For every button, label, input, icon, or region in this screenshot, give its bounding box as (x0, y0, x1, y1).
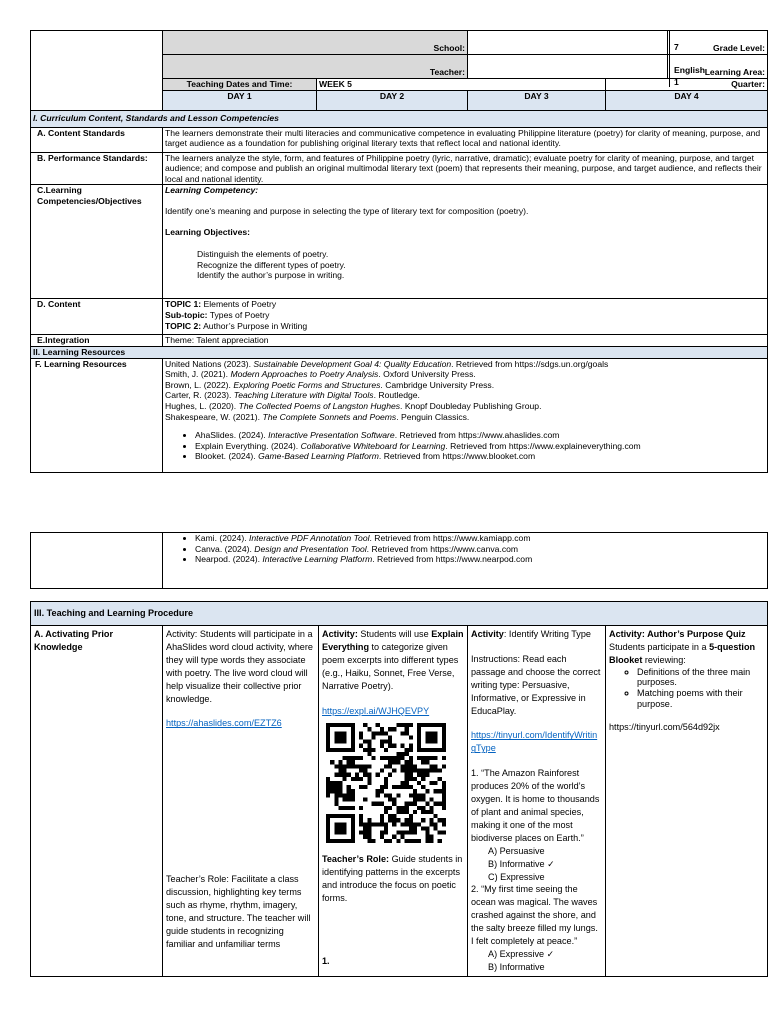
q1-option: B) Informative ✓ (488, 858, 555, 869)
question-1: 1. “The Amazon Rainforest produces 20% of the world’s oxygen. It is home to thousands of plant and animal species, making it one of the most biodiverse places on Earth.” (471, 768, 600, 843)
quarter-value: 1 (674, 77, 679, 87)
day4-title: Activity: Author’s Purpose Quiz (609, 629, 746, 639)
day1-activity: Activity: Students will participate in a AhaSlides word cloud activity, where they will type words they associate with poetry. The live word cloud will help visualize their collective prior knowledge. (166, 629, 313, 704)
day3-cell: Activity: Identify Writing Type Instructions: Read each passage and choose the correct writing type: Persuasive, Informative, or Expressive in EducaPlay. https://tinyurl.com/IdentifyWritingType 1. “The Amazon Rainforest produces 20% of the world’s oxygen. It is home to thousands of plant and animal species, making it one of the most biodiverse places on Earth.” A) Persuasive B) Informative ✓ C) Expressive 2. “My first time seeing the ocean was magical. The waves crashed against the shore, and the salty breeze filled my lungs. I felt completely at peace.” A) Expressive ✓ B) Informative (468, 626, 606, 977)
procedure-table (30, 601, 768, 977)
school-label: School: (163, 31, 468, 55)
day3-header: DAY 3 (468, 90, 606, 110)
resource-bullets (165, 430, 765, 462)
reference-entry: Shakespeare, W. (2021). The Complete Sonnets and Poems. Penguin Classics. (165, 411, 470, 422)
section2-title: II. Learning Resources (31, 346, 768, 358)
educaplay-link[interactable]: https://tinyurl.com/IdentifyWritingType (471, 730, 598, 754)
continuation-blank-cell (31, 533, 163, 589)
resource-bullet: • Explain Everything. (2024). Collaborative Whiteboard for Learning. Retrieved from https://www.explaineverything.com (195, 441, 765, 452)
integration-text: Theme: Talent appreciation (163, 335, 768, 347)
resource-bullet: • Nearpod. (2024). Interactive Learning Platform. Retrieved from https://www.nearpod.com (195, 554, 765, 565)
resource-bullet: • Canva. (2024). Design and Presentation Tool. Retrieved from https://www.canva.com (195, 544, 765, 555)
question-2: 2. “My first time seeing the ocean was magical. The waves crashed against the shore, and the salty breeze filled my lungs. I felt completely at peace.” (471, 884, 598, 947)
content-cell: TOPIC 1: Elements of Poetry Sub-topic: Types of Poetry TOPIC 2: Author’s Purpose in Writing (163, 299, 768, 335)
quarter-label: Quarter: (606, 79, 768, 91)
competencies-cell (163, 185, 768, 299)
day1-teacher-role: Teacher’s Role: Facilitate a class discussion, highlighting key terms such as rhyme, rhythm, imagery, tone, and structure. The teacher will guide students in recognizing familiar and unfamiliar terms (166, 874, 311, 949)
content-standards-label: A. Content Standards (31, 127, 163, 152)
value-divider (669, 30, 670, 87)
lesson-plan-table (30, 30, 768, 473)
day2-footer-number: 1. (322, 956, 330, 966)
learning-area-label: Learning Area: (668, 55, 768, 79)
day2-cell (319, 626, 468, 977)
content-label: D. Content (31, 299, 163, 335)
day2-teacher-role: Teacher’s Role: Guide students in identifying patterns in the excerpts and introduce the focus on poetic forms. (322, 854, 463, 904)
objective-item: Recognize the different types of poetry. (197, 259, 346, 270)
school-value (468, 31, 668, 55)
competencies-label: C.Learning Competencies/Objectives (31, 185, 163, 299)
day2-header: DAY 2 (317, 90, 468, 110)
integration-label: E.Integration (31, 335, 163, 347)
ahaslides-link[interactable]: https://ahaslides.com/EZTZ6 (166, 718, 282, 729)
teaching-dates-value: WEEK 5 (317, 79, 606, 91)
day4-intro: Students participate in a 5-question Blooket reviewing: (609, 641, 756, 665)
day4-list-item: ◦ Definitions of the three main purposes. (637, 667, 764, 688)
q1-option: C) Expressive (488, 871, 545, 882)
section3-title: III. Teaching and Learning Procedure (31, 602, 768, 626)
learning-resources-label: F. Learning Resources (31, 358, 163, 472)
teacher-value (468, 55, 668, 79)
q2-option: B) Informative (488, 961, 545, 972)
qr-code-image (326, 723, 464, 847)
objective-item: Distinguish the elements of poetry. (197, 249, 329, 260)
section1-title: I. Curriculum Content, Standards and Lesson Competencies (31, 110, 768, 127)
teacher-label: Teacher: (163, 55, 468, 79)
resource-bullets-2 (165, 533, 765, 565)
continuation-resources-cell (163, 533, 768, 589)
day1-cell (163, 626, 319, 977)
activating-prior-knowledge-label: A. Activating Prior Knowledge (31, 626, 163, 977)
competency-heading: Learning Competency: (165, 185, 259, 196)
objectives-heading: Learning Objectives: (165, 226, 251, 237)
reference-entry: Brown, L. (2022). Exploring Poetic Forms and Structures. Cambridge University Press. (165, 379, 495, 390)
day4-list (609, 667, 764, 709)
explain-everything-link[interactable]: https://expl.ai/WJHQEVPY (322, 705, 430, 716)
learning-area-value: English (674, 65, 706, 75)
reference-entry: Hughes, L. (2020). The Collected Poems of Langston Hughes. Knopf Doubleday Publishing Group. (165, 400, 542, 411)
resource-bullet: • Kami. (2024). Interactive PDF Annotation Tool. Retrieved from https://www.kamiapp.com (195, 533, 765, 544)
q1-option: A) Persuasive (488, 845, 545, 856)
day3-instructions: Instructions: Read each passage and choose the correct writing type: Persuasive, Informative, or Expressive in EducaPlay. (471, 653, 601, 716)
q2-option: A) Expressive ✓ (488, 948, 555, 959)
day4-list-item: ◦ Matching poems with their purpose. (637, 688, 764, 709)
learning-resources-cell (163, 358, 768, 472)
performance-standards-label: B. Performance Standards: (31, 152, 163, 185)
objective-item: Identify the author’s purpose in writing. (197, 270, 345, 281)
reference-entry: Carter, R. (2023). Teaching Literature with Digital Tools. Routledge. (165, 390, 420, 401)
grade-label: Grade Level: (668, 31, 768, 55)
reference-entry: Smith, J. (2021). Modern Approaches to Poetry Analysis. Oxford University Press. (165, 369, 476, 380)
resource-bullet: • Blooket. (2024). Game-Based Learning Platform. Retrieved from https://www.blooket.com (195, 451, 765, 462)
day4-header: DAY 4 (606, 90, 768, 110)
grade-value: 7 (674, 42, 679, 52)
resources-continuation-table (30, 532, 768, 589)
day4-cell (606, 626, 768, 977)
reference-entry: United Nations (2023). Sustainable Development Goal 4: Quality Education. Retrieved from https://sdgs.un.org/goals (165, 358, 609, 369)
blooket-link[interactable]: https://tinyurl.com/564d92jx (609, 722, 720, 733)
content-standards-text: The learners demonstrate their multi literacies and communicative competence in evaluating Philippine literature (poetry) for clarity of meaning, purpose, and target audience as a foundation for publishing original literary texts that reflect local and national identity. (163, 127, 768, 152)
header-blank-cell (31, 31, 163, 111)
resource-bullet: • AhaSlides. (2024). Interactive Presentation Software. Retrieved from https://www.ahaslides.com (195, 430, 765, 441)
day1-header: DAY 1 (163, 90, 317, 110)
day2-activity: Activity: Students will use Explain Everything to categorize given poem excerpts into different types (e.g., Haiku, Sonnet, Free Verse, Narrative Poetry). (322, 629, 464, 691)
teaching-dates-label: Teaching Dates and Time: (163, 79, 317, 91)
competency-text: Identify one’s meaning and purpose in selecting the type of literary text for composition (poetry). (165, 205, 529, 216)
performance-standards-text: The learners analyze the style, form, and features of Philippine poetry (lyric, narrative, dramatic); evaluate poetry for clarity of meaning, purpose, and target audience; and compose and publish an original multimodal literary text (poem) that represents their meaning, purpose, and target audience, and reflects their local and national identity. (163, 152, 768, 185)
